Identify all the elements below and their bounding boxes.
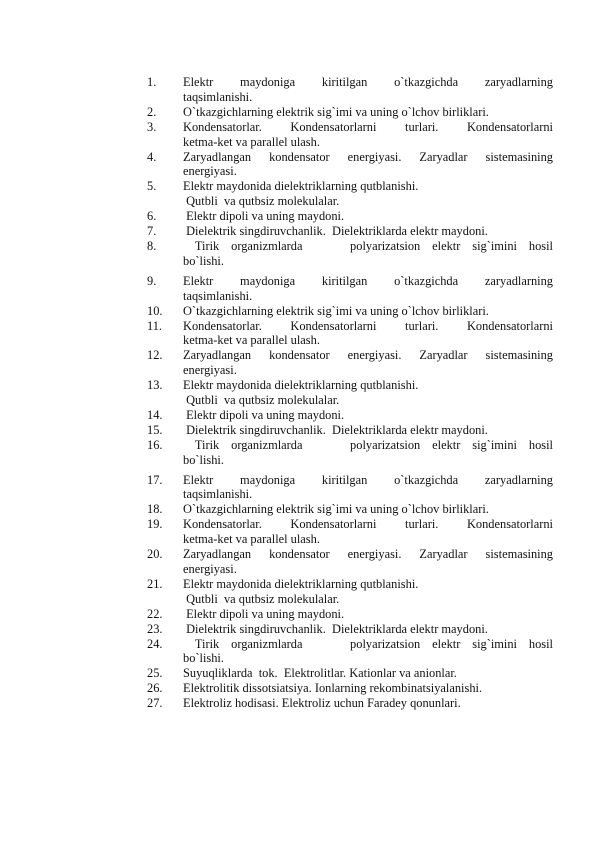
list-item	[147, 319, 553, 349]
list-item	[147, 547, 553, 577]
item-text-line: Zaryadlangan kondensator energiyasi. Zaryadlar sistemasining	[183, 149, 553, 164]
item-number: 1.	[147, 75, 157, 89]
list-item	[147, 502, 553, 517]
item-number: 6.	[147, 209, 157, 224]
item-text	[183, 304, 553, 319]
item-text-line: ketma-ket va parallel ulash.	[183, 134, 320, 149]
item-number: 24.	[147, 636, 163, 651]
item-text-line: bo`lishi.	[183, 452, 224, 467]
item-number: 3.	[147, 119, 157, 134]
item-text-line: bo`lishi.	[183, 253, 224, 268]
item-number: 7.	[147, 224, 157, 239]
item-number: 26.	[147, 681, 163, 696]
item-number: 2.	[147, 104, 157, 119]
list-item	[147, 577, 553, 607]
item-text-line: Elektr dipoli va uning maydoni.	[183, 606, 345, 621]
list-item	[147, 666, 553, 681]
item-text	[183, 348, 553, 378]
item-text-line: O`tkazgichlarning elektrik sig`imi va uning o`lchov birliklari.	[183, 104, 489, 119]
item-text	[183, 577, 553, 607]
list-item	[147, 517, 553, 547]
list-item	[147, 224, 553, 239]
item-number: 15.	[147, 422, 163, 437]
item-text-line: Qutbli va qutbsiz molekulalar.	[183, 393, 340, 408]
item-text	[183, 423, 553, 438]
list-item	[147, 438, 553, 468]
item-text-line: O`tkazgichlarning elektrik sig`imi va uning o`lchov birliklari.	[183, 303, 489, 318]
item-number: 5.	[147, 179, 157, 194]
list-item	[147, 150, 553, 180]
item-text	[183, 378, 553, 408]
item-text	[183, 239, 553, 269]
item-text	[183, 150, 553, 180]
item-number: 10.	[147, 303, 163, 318]
item-number: 27.	[147, 696, 163, 711]
item-text	[183, 637, 553, 667]
item-text-line: Elektr maydonida dielektriklarning qutblanishi.	[183, 179, 419, 194]
item-number: 8.	[147, 238, 157, 253]
item-text-line: taqsimlanishi.	[183, 487, 253, 502]
item-text-line: Elektr maydoniga kiritilgan o`tkazgichda zaryadlarning	[183, 472, 553, 487]
item-number: 14.	[147, 407, 163, 422]
list-item	[147, 120, 553, 150]
item-text-line: Tirik organizmlarda polyarizatsion elektr sig`imini hosil	[183, 437, 553, 452]
item-text	[183, 681, 553, 696]
item-text-line: taqsimlanishi.	[183, 89, 253, 104]
item-text-line: Qutbli va qutbsiz molekulalar.	[183, 194, 340, 209]
item-text-line: Kondensatorlar. Kondensatorlarni turlari. Kondensatorlarni	[183, 318, 553, 333]
list-item	[147, 209, 553, 224]
list-item	[147, 75, 553, 105]
item-text-line: Kondensatorlar. Kondensatorlarni turlari. Kondensatorlarni	[183, 517, 553, 532]
item-text-line: Dielektrik singdiruvchanlik. Dielektriklarda elektr maydoni.	[183, 621, 488, 636]
item-text	[183, 408, 553, 423]
item-text-line: energiyasi.	[183, 363, 237, 378]
item-text	[183, 502, 553, 517]
item-number: 9.	[147, 273, 157, 288]
list-item	[147, 105, 553, 120]
item-number: 4.	[147, 149, 157, 164]
item-text-line: Elektr dipoli va uning maydoni.	[183, 407, 345, 422]
item-text	[183, 473, 553, 503]
item-text-line: Elektr maydoniga kiritilgan o`tkazgichda zaryadlarning	[183, 75, 553, 89]
list-item	[147, 378, 553, 408]
list-item	[147, 423, 553, 438]
item-text-line: Elektroliz hodisasi. Elektroliz uchun Faradey qonunlari.	[183, 696, 461, 711]
item-text	[183, 622, 553, 637]
item-text	[183, 607, 553, 622]
item-text-line: Zaryadlangan kondensator energiyasi. Zaryadlar sistemasining	[183, 547, 553, 562]
item-text-line: Elektr maydonida dielektriklarning qutblanishi.	[183, 378, 419, 393]
item-text-line: Qutbli va qutbsiz molekulalar.	[183, 591, 340, 606]
list-item	[147, 637, 553, 667]
topic-list	[147, 75, 553, 711]
item-text-line: energiyasi.	[183, 164, 237, 179]
item-number: 22.	[147, 606, 163, 621]
item-number: 17.	[147, 472, 163, 487]
item-text-line: O`tkazgichlarning elektrik sig`imi va uning o`lchov birliklari.	[183, 502, 489, 517]
item-text-line: Kondensatorlar. Kondensatorlarni turlari. Kondensatorlarni	[183, 119, 553, 134]
item-text	[183, 438, 553, 468]
item-number: 23.	[147, 621, 163, 636]
list-item	[147, 304, 553, 319]
item-text	[183, 209, 553, 224]
item-text	[183, 696, 553, 711]
list-item	[147, 696, 553, 711]
item-number: 21.	[147, 576, 163, 591]
item-text	[183, 75, 553, 105]
item-number: 25.	[147, 666, 163, 681]
list-item	[147, 408, 553, 423]
list-item	[147, 239, 553, 269]
item-text	[183, 666, 553, 681]
item-text	[183, 319, 553, 349]
item-text-line: Elektr maydoniga kiritilgan o`tkazgichda zaryadlarning	[183, 273, 553, 288]
item-number: 19.	[147, 517, 163, 532]
item-text-line: Tirik organizmlarda polyarizatsion elektr sig`imini hosil	[183, 636, 553, 651]
item-number: 18.	[147, 502, 163, 517]
item-text-line: taqsimlanishi.	[183, 288, 253, 303]
item-text-line: Elektr dipoli va uning maydoni.	[183, 209, 345, 224]
list-item	[147, 473, 553, 503]
item-text-line: Elektr maydonida dielektriklarning qutblanishi.	[183, 576, 419, 591]
item-number: 11.	[147, 318, 163, 333]
item-text	[183, 179, 553, 209]
list-item	[147, 622, 553, 637]
item-text	[183, 274, 553, 304]
item-number: 12.	[147, 348, 163, 363]
item-number: 16.	[147, 437, 163, 452]
item-text	[183, 224, 553, 239]
item-text-line: bo`lishi.	[183, 651, 224, 666]
item-text-line: Dielektrik singdiruvchanlik. Dielektriklarda elektr maydoni.	[183, 224, 488, 239]
item-number: 13.	[147, 378, 163, 393]
item-text	[183, 120, 553, 150]
list-item	[147, 348, 553, 378]
item-text-line: Zaryadlangan kondensator energiyasi. Zaryadlar sistemasining	[183, 348, 553, 363]
item-text	[183, 547, 553, 577]
item-text-line: Tirik organizmlarda polyarizatsion elektr sig`imini hosil	[183, 238, 553, 253]
item-text-line: Suyuqliklarda tok. Elektrolitlar. Kationlar va anionlar.	[183, 666, 457, 681]
item-text	[183, 517, 553, 547]
item-number: 20.	[147, 547, 163, 562]
list-item	[147, 179, 553, 209]
list-item	[147, 681, 553, 696]
list-item	[147, 274, 553, 304]
item-text-line: energiyasi.	[183, 562, 237, 576]
list-item	[147, 607, 553, 622]
item-text-line: Elektrolitik dissotsiatsiya. Ionlarning rekombinatsiyalanishi.	[183, 681, 483, 696]
item-text-line: ketma-ket va parallel ulash.	[183, 333, 320, 348]
item-text	[183, 105, 553, 120]
item-text-line: ketma-ket va parallel ulash.	[183, 532, 320, 547]
item-text-line: Dielektrik singdiruvchanlik. Dielektriklarda elektr maydoni.	[183, 422, 488, 437]
